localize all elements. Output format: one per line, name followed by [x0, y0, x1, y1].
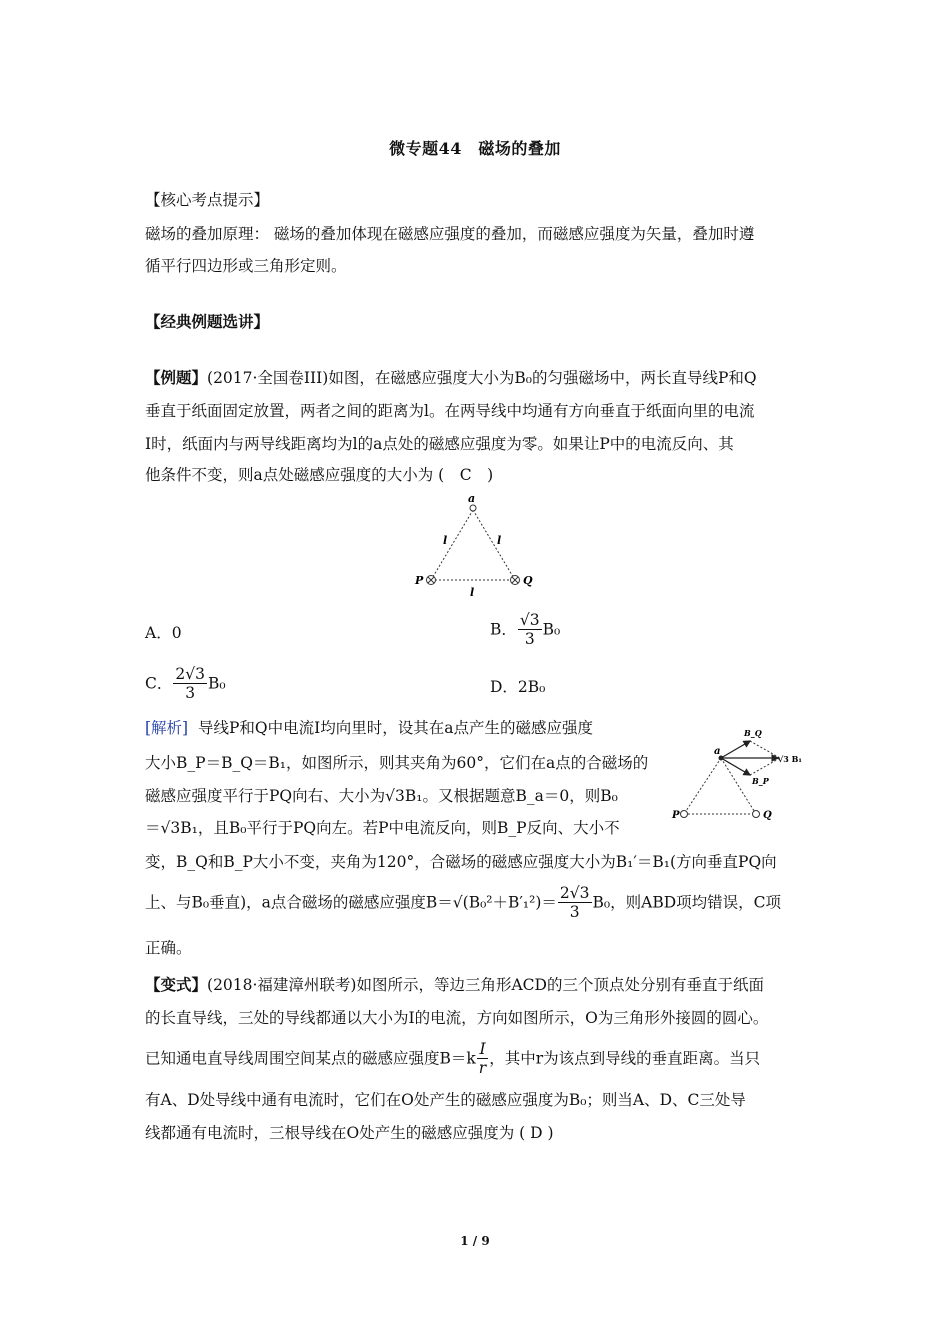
example-line-3: I时，纸面内与两导线距离均为l的a点处的磁感应强度为零。如果让P中的电流反向、其: [145, 435, 734, 453]
solution-line-6: [145, 884, 781, 921]
principle-line-2: 循平行四边形或三角形定则。: [145, 257, 347, 275]
fig1-label-a: a: [468, 492, 476, 505]
option-d: D．2B₀: [490, 678, 546, 696]
fig2-label-b1: √3 B₁: [778, 754, 802, 764]
fig2-wire-p-icon: [681, 811, 688, 818]
solution-line-5: 变，B_Q和B_P大小不变，夹角为120°，合磁场的磁感应强度大小为B₁′＝B₁(方向垂直PQ向: [145, 853, 777, 871]
option-c-tail: B₀: [207, 674, 226, 693]
fig2-label-q: Q: [763, 810, 772, 821]
option-b-label: B．: [490, 620, 517, 639]
solution-text-6a: 上、与B₀垂直)，a点合磁场的磁感应强度B＝√(B₀²＋B′₁²)＝: [145, 893, 557, 912]
fig2-wire-q-icon: [753, 811, 760, 818]
example-line-4: 他条件不变，则a点处磁感应强度的大小为 ( C ): [145, 466, 494, 484]
option-b-fraction: [518, 611, 542, 648]
variant-tag: 【变式】: [145, 975, 208, 994]
fig2-parallelogram-top: [750, 741, 780, 758]
variant-text-3b: ，其中r为该点到导线的垂直距离。当只: [489, 1049, 761, 1068]
triangle-side-left: [431, 510, 473, 580]
option-a: A．0: [145, 624, 182, 642]
example-text-1: (2017·全国卷III)如图，在磁感应强度大小为B₀的匀强磁场中，两长直导线P和Q: [207, 369, 757, 387]
example-tag: 【例题】: [145, 368, 208, 387]
solution-tag: [解析]: [145, 719, 189, 737]
solution-line-1: [145, 718, 593, 738]
fig2-label-a: a: [714, 746, 721, 757]
triangle-figure: [405, 492, 545, 604]
variant-line-5: 线都通有电流时，三根导线在O处产生的磁感应强度为 ( D ): [145, 1124, 554, 1142]
option-c-label: C．: [145, 674, 173, 693]
solution-text-1: 导线P和Q中电流I均向里时，设其在a点产生的磁感应强度: [197, 719, 593, 737]
vector-figure: [668, 722, 808, 832]
variant-text-1: (2018·福建漳州联考)如图所示，等边三角形ACD的三个顶点处分别有垂直于纸面: [207, 976, 764, 994]
example-line-1: [145, 368, 757, 388]
triangle-side-right: [473, 510, 515, 580]
solution-line-4: ＝√3B₁，且B₀平行于PQ向左。若P中电流反向，则B_P反向、大小不: [145, 819, 620, 837]
page-title: 微专题44 磁场的叠加: [389, 139, 561, 158]
option-b-denominator: 3: [524, 630, 535, 648]
variant-numerator: I: [477, 1040, 488, 1059]
fig2-label-bq: B_Q: [744, 728, 762, 738]
fig2-label-bp: B_P: [752, 776, 769, 786]
example-line-2: 垂直于纸面固定放置，两者之间的距离为l。在两导线中均通有方向垂直于纸面向里的电流: [145, 402, 755, 420]
solution-numerator: 2√3: [559, 884, 590, 902]
solution-line-7: 正确。: [145, 939, 192, 957]
variant-line-3: [145, 1040, 760, 1077]
variant-denominator: r: [478, 1059, 487, 1077]
option-c-fraction: [173, 665, 207, 702]
variant-text-3a: 已知通电直导线周围空间某点的磁感应强度B＝k: [145, 1049, 476, 1068]
variant-line-4: 有A、D处导线中通有电流时，它们在O处产生的磁感应强度为B₀；则当A、D、C三处导: [145, 1091, 746, 1109]
fig2-side-right: [721, 758, 756, 814]
fig2-label-p: P: [672, 810, 680, 821]
wire-q-icon: [511, 576, 520, 585]
option-c-denominator: 3: [185, 684, 196, 702]
solution-line-3: 磁感应强度平行于PQ向右、大小为√3B₁。又根据题意B_a＝0，则B₀: [145, 787, 618, 805]
fig1-label-l-bottom: l: [470, 586, 475, 599]
option-b-tail: B₀: [542, 620, 561, 639]
fig1-label-l-right: l: [497, 534, 502, 547]
section-heading-examples: 【经典例题选讲】: [145, 312, 270, 331]
solution-denominator: 3: [569, 903, 580, 921]
solution-text-6b: B₀，则ABD项均错误，C项: [592, 893, 782, 912]
section-heading-core: 【核心考点提示】: [145, 191, 270, 209]
variant-line-1: [145, 975, 764, 995]
fig1-label-q: Q: [523, 574, 533, 587]
option-c-numerator: 2√3: [175, 665, 205, 683]
fig2-side-left: [684, 758, 721, 814]
vector-bp-arrow: [721, 758, 750, 775]
solution-fraction: [558, 884, 592, 921]
fig1-label-l-left: l: [443, 534, 448, 547]
page-number: 1 / 9: [460, 1234, 490, 1248]
variant-line-2: 的长直导线，三处的导线都通以大小为I的电流，方向如图所示，O为三角形外接圆的圆心。: [145, 1009, 769, 1027]
variant-fraction: [477, 1040, 488, 1077]
solution-line-2: 大小B_P＝B_Q＝B₁，如图所示，则其夹角为60°，它们在a点的合磁场的: [145, 754, 649, 772]
option-b: [490, 611, 560, 648]
wire-p-icon: [427, 576, 436, 585]
option-c: [145, 665, 226, 702]
fig1-label-p: P: [415, 574, 424, 587]
point-a-marker: [470, 505, 476, 511]
vector-bq-arrow: [721, 741, 750, 758]
fig2-parallelogram-bottom: [750, 758, 780, 775]
option-b-numerator: √3: [519, 611, 540, 629]
principle-line-1: 磁场的叠加原理： 磁场的叠加体现在磁感应强度的叠加，而磁感应强度为矢量，叠加时遵: [145, 225, 755, 243]
